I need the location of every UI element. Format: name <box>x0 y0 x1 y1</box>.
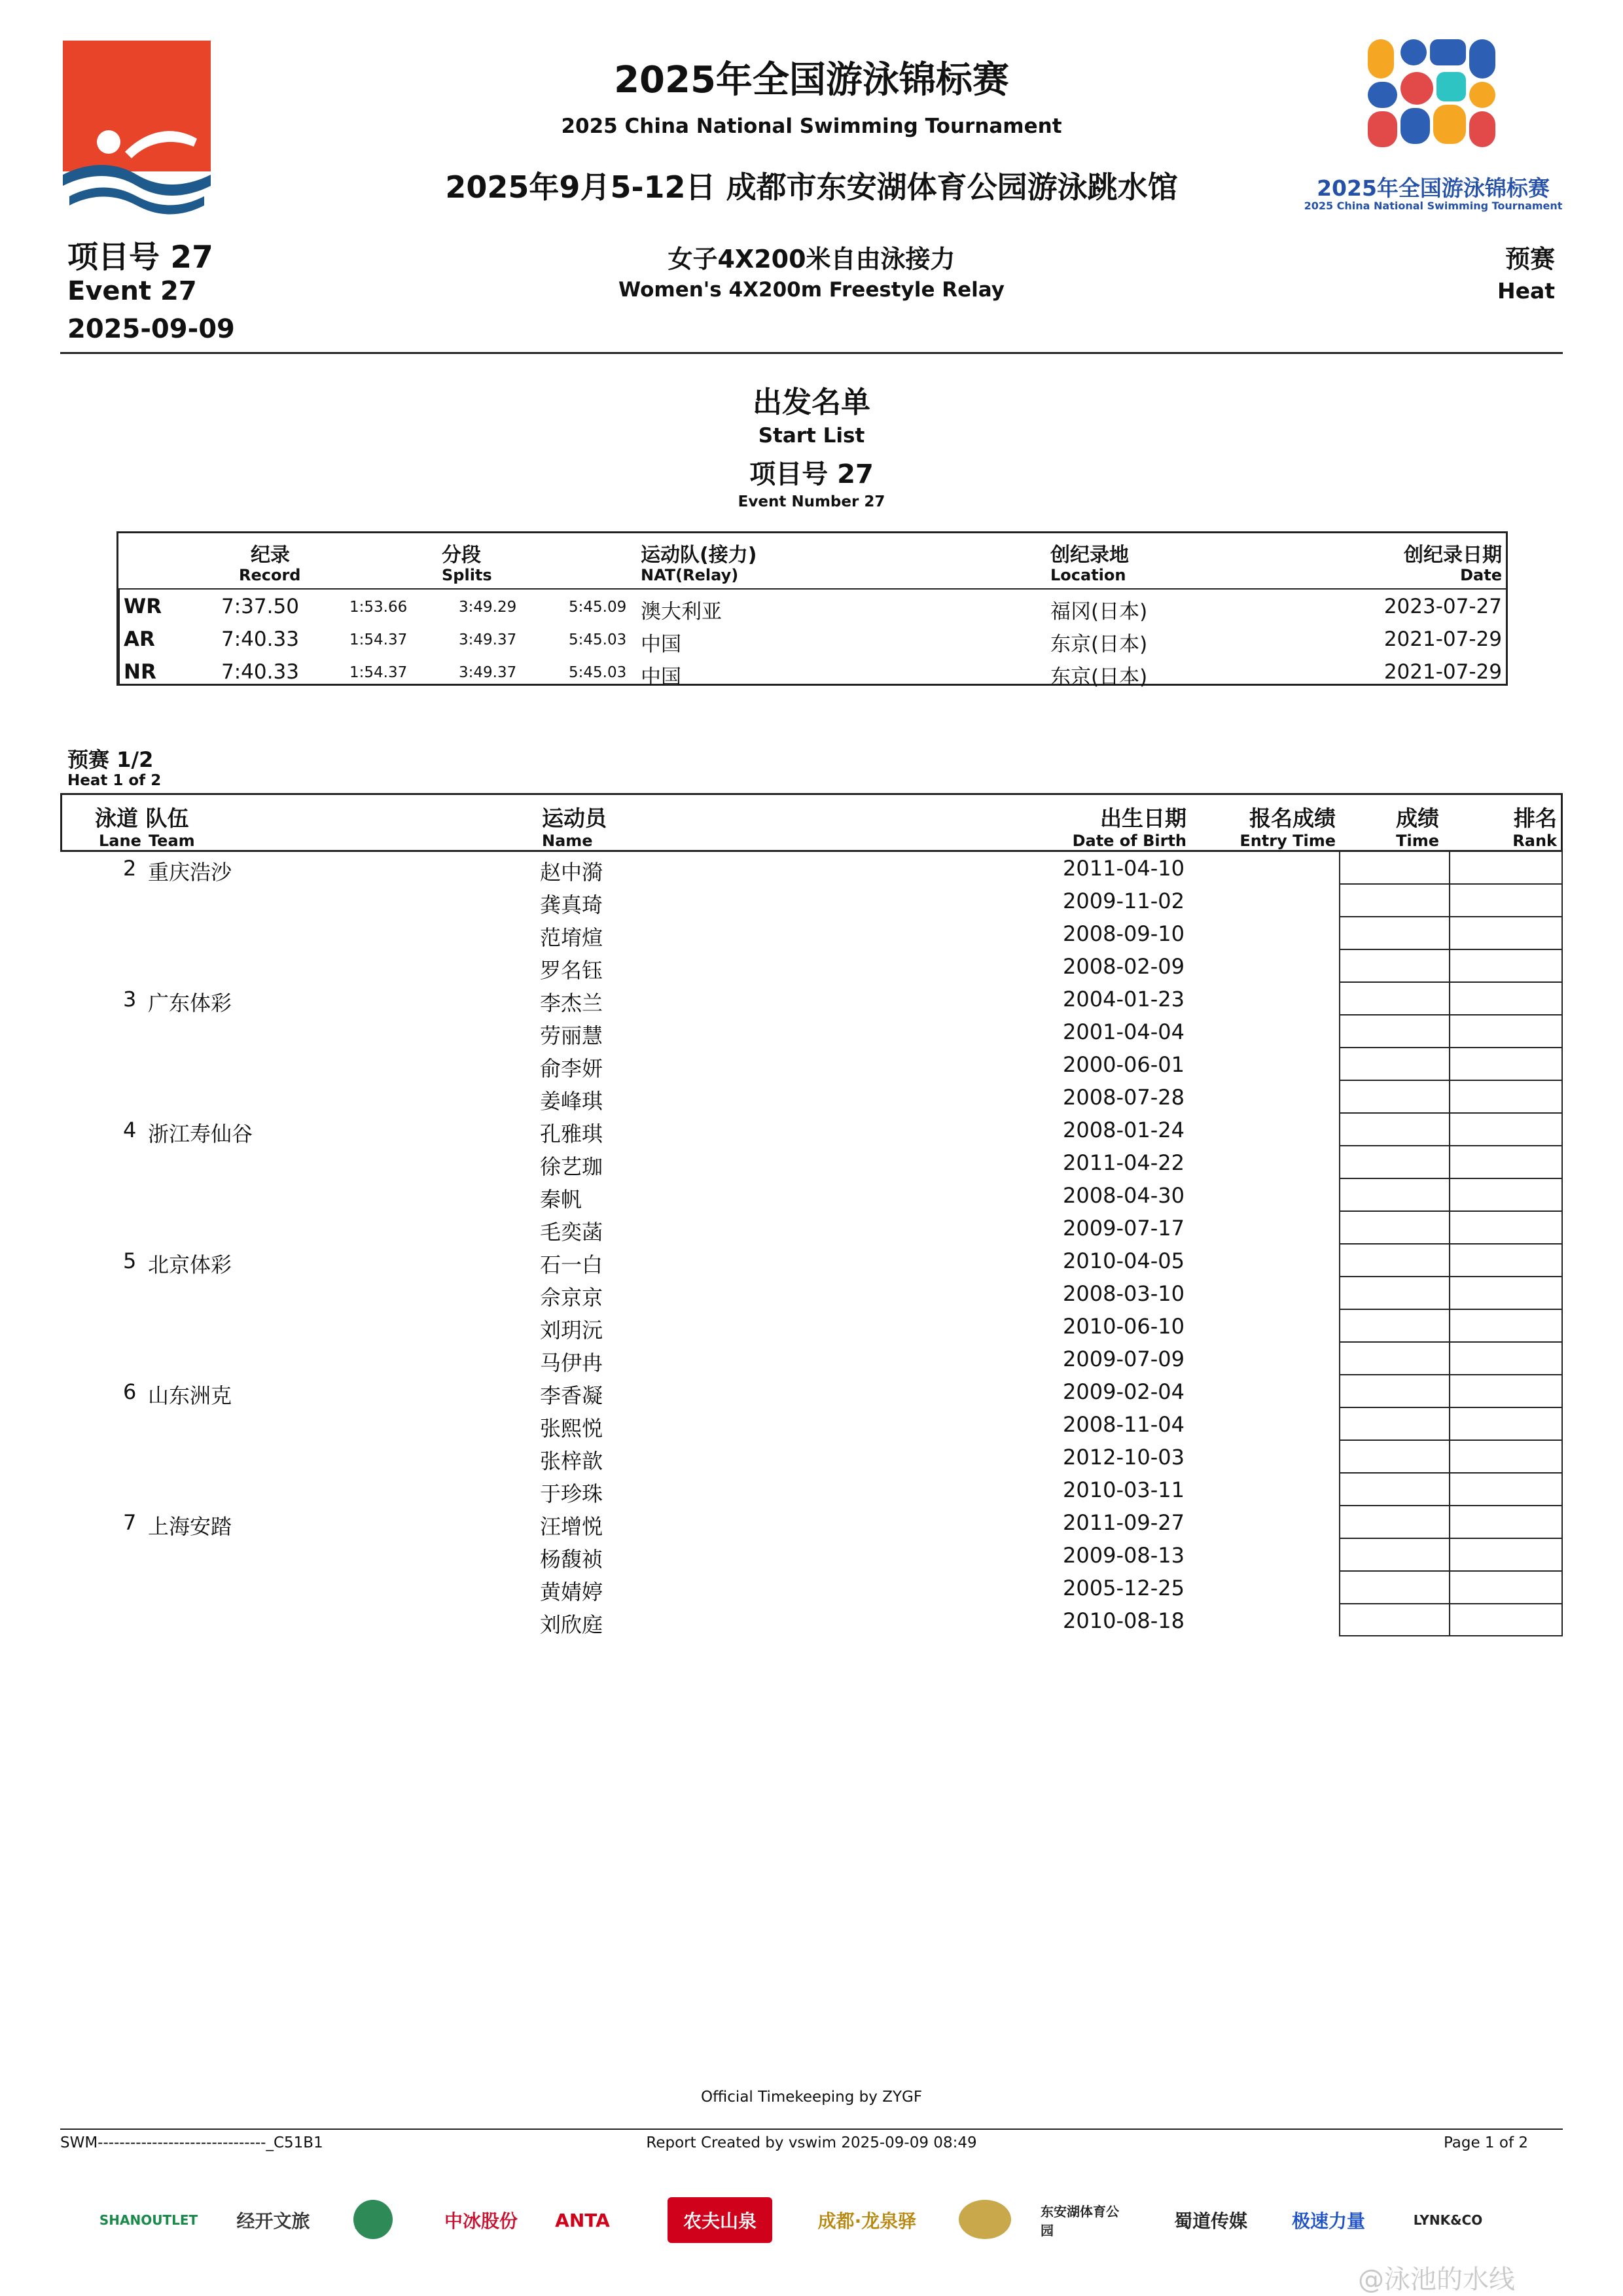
records-header-divider <box>118 588 1506 590</box>
athlete-row <box>0 1016 1623 1048</box>
athlete-dob: 2009-11-02 <box>1063 889 1185 913</box>
sponsor-logo: 产业 <box>353 2200 393 2239</box>
athlete-row <box>0 1048 1623 1081</box>
heat-table-header <box>60 793 1563 852</box>
athlete-row <box>0 1375 1623 1408</box>
event-name-zh: 女子4X200米自由泳接力 <box>668 245 955 274</box>
team-name: 上海安踏 <box>148 1514 232 1539</box>
sponsor-logo: 蜀道传媒 <box>1173 2210 1247 2232</box>
splits-header-en: Splits <box>442 566 492 584</box>
athlete-name: 黄婧婷 <box>540 1580 603 1604</box>
records-table <box>116 531 1508 689</box>
record-type: AR <box>124 627 155 651</box>
footer-divider <box>60 2128 1563 2130</box>
record-row <box>118 591 1506 624</box>
athlete-name: 杨馥祯 <box>540 1547 603 1572</box>
team-name: 广东体彩 <box>148 991 232 1016</box>
event-name-en: Women's 4X200m Freestyle Relay <box>618 278 1005 302</box>
athlete-name: 姜峰琪 <box>540 1089 603 1114</box>
athlete-dob: 2009-07-17 <box>1063 1216 1185 1241</box>
athlete-name: 马伊冉 <box>540 1351 603 1375</box>
athlete-row <box>0 1343 1623 1375</box>
sponsor-logo: 成都·龙泉驿 <box>817 2210 917 2232</box>
athlete-dob: 2004-01-23 <box>1063 987 1185 1012</box>
logo-text-zh: 2025年全国游泳锦标赛 <box>1317 175 1550 201</box>
athlete-dob: 2008-11-04 <box>1063 1412 1185 1437</box>
athlete-dob: 2001-04-04 <box>1063 1019 1185 1044</box>
athlete-dob: 2008-02-09 <box>1063 954 1185 979</box>
record-header-zh: 纪录 <box>251 544 290 567</box>
record-split-1: 1:54.37 <box>349 631 408 648</box>
athlete-dob: 2008-09-10 <box>1063 921 1185 946</box>
record-split-3: 5:45.09 <box>569 599 627 616</box>
event-date: 2025-09-09 <box>67 314 235 344</box>
athlete-name: 李杰兰 <box>540 991 603 1016</box>
athlete-name: 劳丽慧 <box>540 1023 603 1048</box>
athlete-name: 龚真琦 <box>540 892 603 917</box>
athlete-name: 孔雅琪 <box>540 1122 603 1146</box>
athlete-dob: 2010-03-11 <box>1063 1477 1185 1502</box>
event-number-en: Event 27 <box>67 276 197 306</box>
athlete-name: 汪增悦 <box>540 1514 603 1539</box>
athlete-name: 毛奕菡 <box>540 1220 603 1245</box>
title-zh: 2025年全国游泳锦标赛 <box>614 59 1009 101</box>
athlete-row <box>0 885 1623 917</box>
record-split-3: 5:45.03 <box>569 631 627 648</box>
lane-number: 2 <box>123 856 137 881</box>
tournament-logo <box>1364 39 1502 167</box>
athlete-row <box>0 1408 1623 1441</box>
title-en: 2025 China National Swimming Tournament <box>561 115 1062 138</box>
team-name: 北京体彩 <box>148 1252 232 1277</box>
heat-title-zh: 预赛 1/2 <box>67 747 154 772</box>
athlete-dob: 2009-07-09 <box>1063 1347 1185 1371</box>
athlete-dob: 2008-07-28 <box>1063 1085 1185 1110</box>
logo-text-en: 2025 China National Swimming Tournament <box>1304 200 1563 212</box>
record-split-2: 3:49.29 <box>459 599 517 616</box>
athlete-row <box>0 1179 1623 1212</box>
sponsor-logo: 农夫山泉 <box>668 2197 772 2243</box>
athlete-row <box>0 1212 1623 1245</box>
rank-header-en: Rank <box>1512 832 1557 850</box>
sponsor-logo: 极速力量 <box>1291 2210 1365 2232</box>
athlete-row <box>0 1114 1623 1146</box>
sponsor-logo <box>959 2200 1011 2239</box>
team-header-zh: 运动队(接力) <box>641 544 757 567</box>
date-header-en: Date <box>1460 566 1502 584</box>
athlete-row <box>0 1572 1623 1604</box>
record-time: 7:40.33 <box>221 660 299 684</box>
athlete-name: 张梓歆 <box>540 1449 603 1474</box>
record-split-2: 3:49.37 <box>459 631 517 648</box>
sponsor-logo: 经开文旅 <box>236 2210 310 2232</box>
athlete-row <box>0 1277 1623 1310</box>
athlete-row <box>0 1310 1623 1343</box>
athlete-dob: 2011-04-10 <box>1063 856 1185 881</box>
record-row <box>118 656 1506 689</box>
location-header-zh: 创纪录地 <box>1050 544 1129 567</box>
team-header-en: Team <box>149 832 195 850</box>
start-list-title-zh: 出发名单 <box>752 385 870 419</box>
athlete-dob: 2010-08-18 <box>1063 1608 1185 1633</box>
athlete-dob: 2009-02-04 <box>1063 1379 1185 1404</box>
athlete-row <box>0 1081 1623 1114</box>
athlete-name: 罗名钰 <box>540 958 603 983</box>
athlete-dob: 2005-12-25 <box>1063 1576 1185 1600</box>
athlete-row <box>0 1441 1623 1474</box>
dob-header-zh: 出生日期 <box>1100 805 1186 831</box>
time-header-en: Time <box>1396 832 1439 850</box>
page-number: Page 1 of 2 <box>1443 2134 1528 2151</box>
athlete-dob: 2008-01-24 <box>1063 1118 1185 1142</box>
athlete-row <box>0 852 1623 885</box>
team-name: 重庆浩沙 <box>148 860 232 885</box>
sponsor-logo: SHANOUTLET <box>99 2212 198 2228</box>
athlete-dob: 2009-08-13 <box>1063 1543 1185 1568</box>
record-split-1: 1:54.37 <box>349 664 408 681</box>
name-header-en: Name <box>542 832 593 850</box>
event-number-zh: 项目号 27 <box>67 239 213 275</box>
athlete-row <box>0 983 1623 1016</box>
athlete-name: 刘欣庭 <box>540 1612 603 1637</box>
record-time: 7:40.33 <box>221 627 299 651</box>
record-date: 2021-07-29 <box>1383 660 1502 684</box>
athlete-name: 佘京京 <box>540 1285 603 1310</box>
record-row <box>118 624 1506 656</box>
athlete-row <box>0 1604 1623 1637</box>
athlete-name: 于珍珠 <box>540 1481 603 1506</box>
record-team: 中国 <box>641 633 681 656</box>
athlete-dob: 2010-04-05 <box>1063 1248 1185 1273</box>
record-split-2: 3:49.37 <box>459 664 517 681</box>
athlete-dob: 2011-09-27 <box>1063 1510 1185 1535</box>
rank-header-zh: 排名 <box>1514 805 1557 831</box>
lane-number: 7 <box>123 1510 137 1535</box>
athlete-row <box>0 1474 1623 1506</box>
athlete-row <box>0 1146 1623 1179</box>
sponsor-logo: 中冰股份 <box>444 2210 518 2232</box>
entry-header-zh: 报名成绩 <box>1249 805 1336 831</box>
athlete-name: 石一白 <box>540 1252 603 1277</box>
athlete-dob: 2011-04-22 <box>1063 1150 1185 1175</box>
athlete-dob: 2000-06-01 <box>1063 1052 1185 1077</box>
record-team: 中国 <box>641 665 681 689</box>
athlete-dob: 2010-06-10 <box>1063 1314 1185 1339</box>
round-en: Heat <box>1497 278 1555 304</box>
header-divider <box>60 352 1563 354</box>
athlete-dob: 2012-10-03 <box>1063 1445 1185 1470</box>
athlete-name: 秦帆 <box>540 1187 582 1212</box>
athlete-row <box>0 917 1623 950</box>
location-header-en: Location <box>1050 566 1126 584</box>
athlete-row <box>0 1506 1623 1539</box>
lane-number: 5 <box>123 1248 137 1273</box>
record-date: 2021-07-29 <box>1383 627 1502 651</box>
sponsor-logo: 东安湖体育公园 <box>1041 2204 1119 2238</box>
athlete-name: 范堉煊 <box>540 925 603 950</box>
record-split-3: 5:45.03 <box>569 664 627 681</box>
watermark: @泳池的水线 <box>1358 2265 1515 2295</box>
athlete-dob: 2008-04-30 <box>1063 1183 1185 1208</box>
lane-number: 4 <box>123 1118 137 1142</box>
round-zh: 预赛 <box>1505 245 1555 274</box>
report-code: SWM-------------------------------_C51B1 <box>60 2134 323 2151</box>
athlete-name: 刘玥沅 <box>540 1318 603 1343</box>
sponsor-logo: ANTA <box>555 2209 610 2231</box>
lane-team-header-zh: 泳道 队伍 <box>95 805 189 831</box>
report-created: Report Created by vswim 2025-09-09 08:49 <box>646 2134 977 2151</box>
athlete-name: 赵中漪 <box>540 860 603 885</box>
athlete-row <box>0 1539 1623 1572</box>
record-location: 东京(日本) <box>1050 633 1148 656</box>
athlete-dob: 2008-03-10 <box>1063 1281 1185 1306</box>
record-location: 东京(日本) <box>1050 665 1148 689</box>
athlete-name: 俞李妍 <box>540 1056 603 1081</box>
record-header-en: Record <box>239 566 301 584</box>
dob-header-en: Date of Birth <box>1072 832 1186 850</box>
record-type: WR <box>124 595 162 618</box>
entry-header-en: Entry Time <box>1240 832 1336 850</box>
record-team: 澳大利亚 <box>641 600 722 624</box>
athlete-name: 徐艺珈 <box>540 1154 603 1179</box>
start-list-event-zh: 项目号 27 <box>749 459 874 489</box>
timekeeping-credit: Official Timekeeping by ZYGF <box>700 2089 923 2106</box>
team-name: 浙江寿仙谷 <box>148 1122 253 1146</box>
splits-header-zh: 分段 <box>442 544 481 567</box>
athlete-row <box>0 950 1623 983</box>
lane-header-en: Lane <box>99 832 141 850</box>
heat-title-en: Heat 1 of 2 <box>67 772 162 789</box>
start-list-event-en: Event Number 27 <box>738 493 885 510</box>
venue: 2025年9月5-12日 成都市东安湖体育公园游泳跳水馆 <box>445 169 1178 205</box>
date-header-zh: 创纪录日期 <box>1404 544 1502 567</box>
lane-number: 6 <box>123 1379 137 1404</box>
athlete-row <box>0 1245 1623 1277</box>
record-split-1: 1:53.66 <box>349 599 408 616</box>
time-header-zh: 成绩 <box>1396 805 1439 831</box>
sponsor-logo: LYNK&CO <box>1413 2212 1483 2228</box>
team-name: 山东洲克 <box>148 1383 232 1408</box>
start-list-title-en: Start List <box>758 424 865 448</box>
record-type: NR <box>124 660 156 684</box>
athlete-name: 张熙悦 <box>540 1416 603 1441</box>
record-date: 2023-07-27 <box>1383 595 1502 618</box>
record-location: 福冈(日本) <box>1050 600 1148 624</box>
lane-number: 3 <box>123 987 137 1012</box>
name-header-zh: 运动员 <box>542 805 607 831</box>
athlete-name: 李香凝 <box>540 1383 603 1408</box>
record-time: 7:37.50 <box>221 595 299 618</box>
team-header-en: NAT(Relay) <box>641 566 739 584</box>
